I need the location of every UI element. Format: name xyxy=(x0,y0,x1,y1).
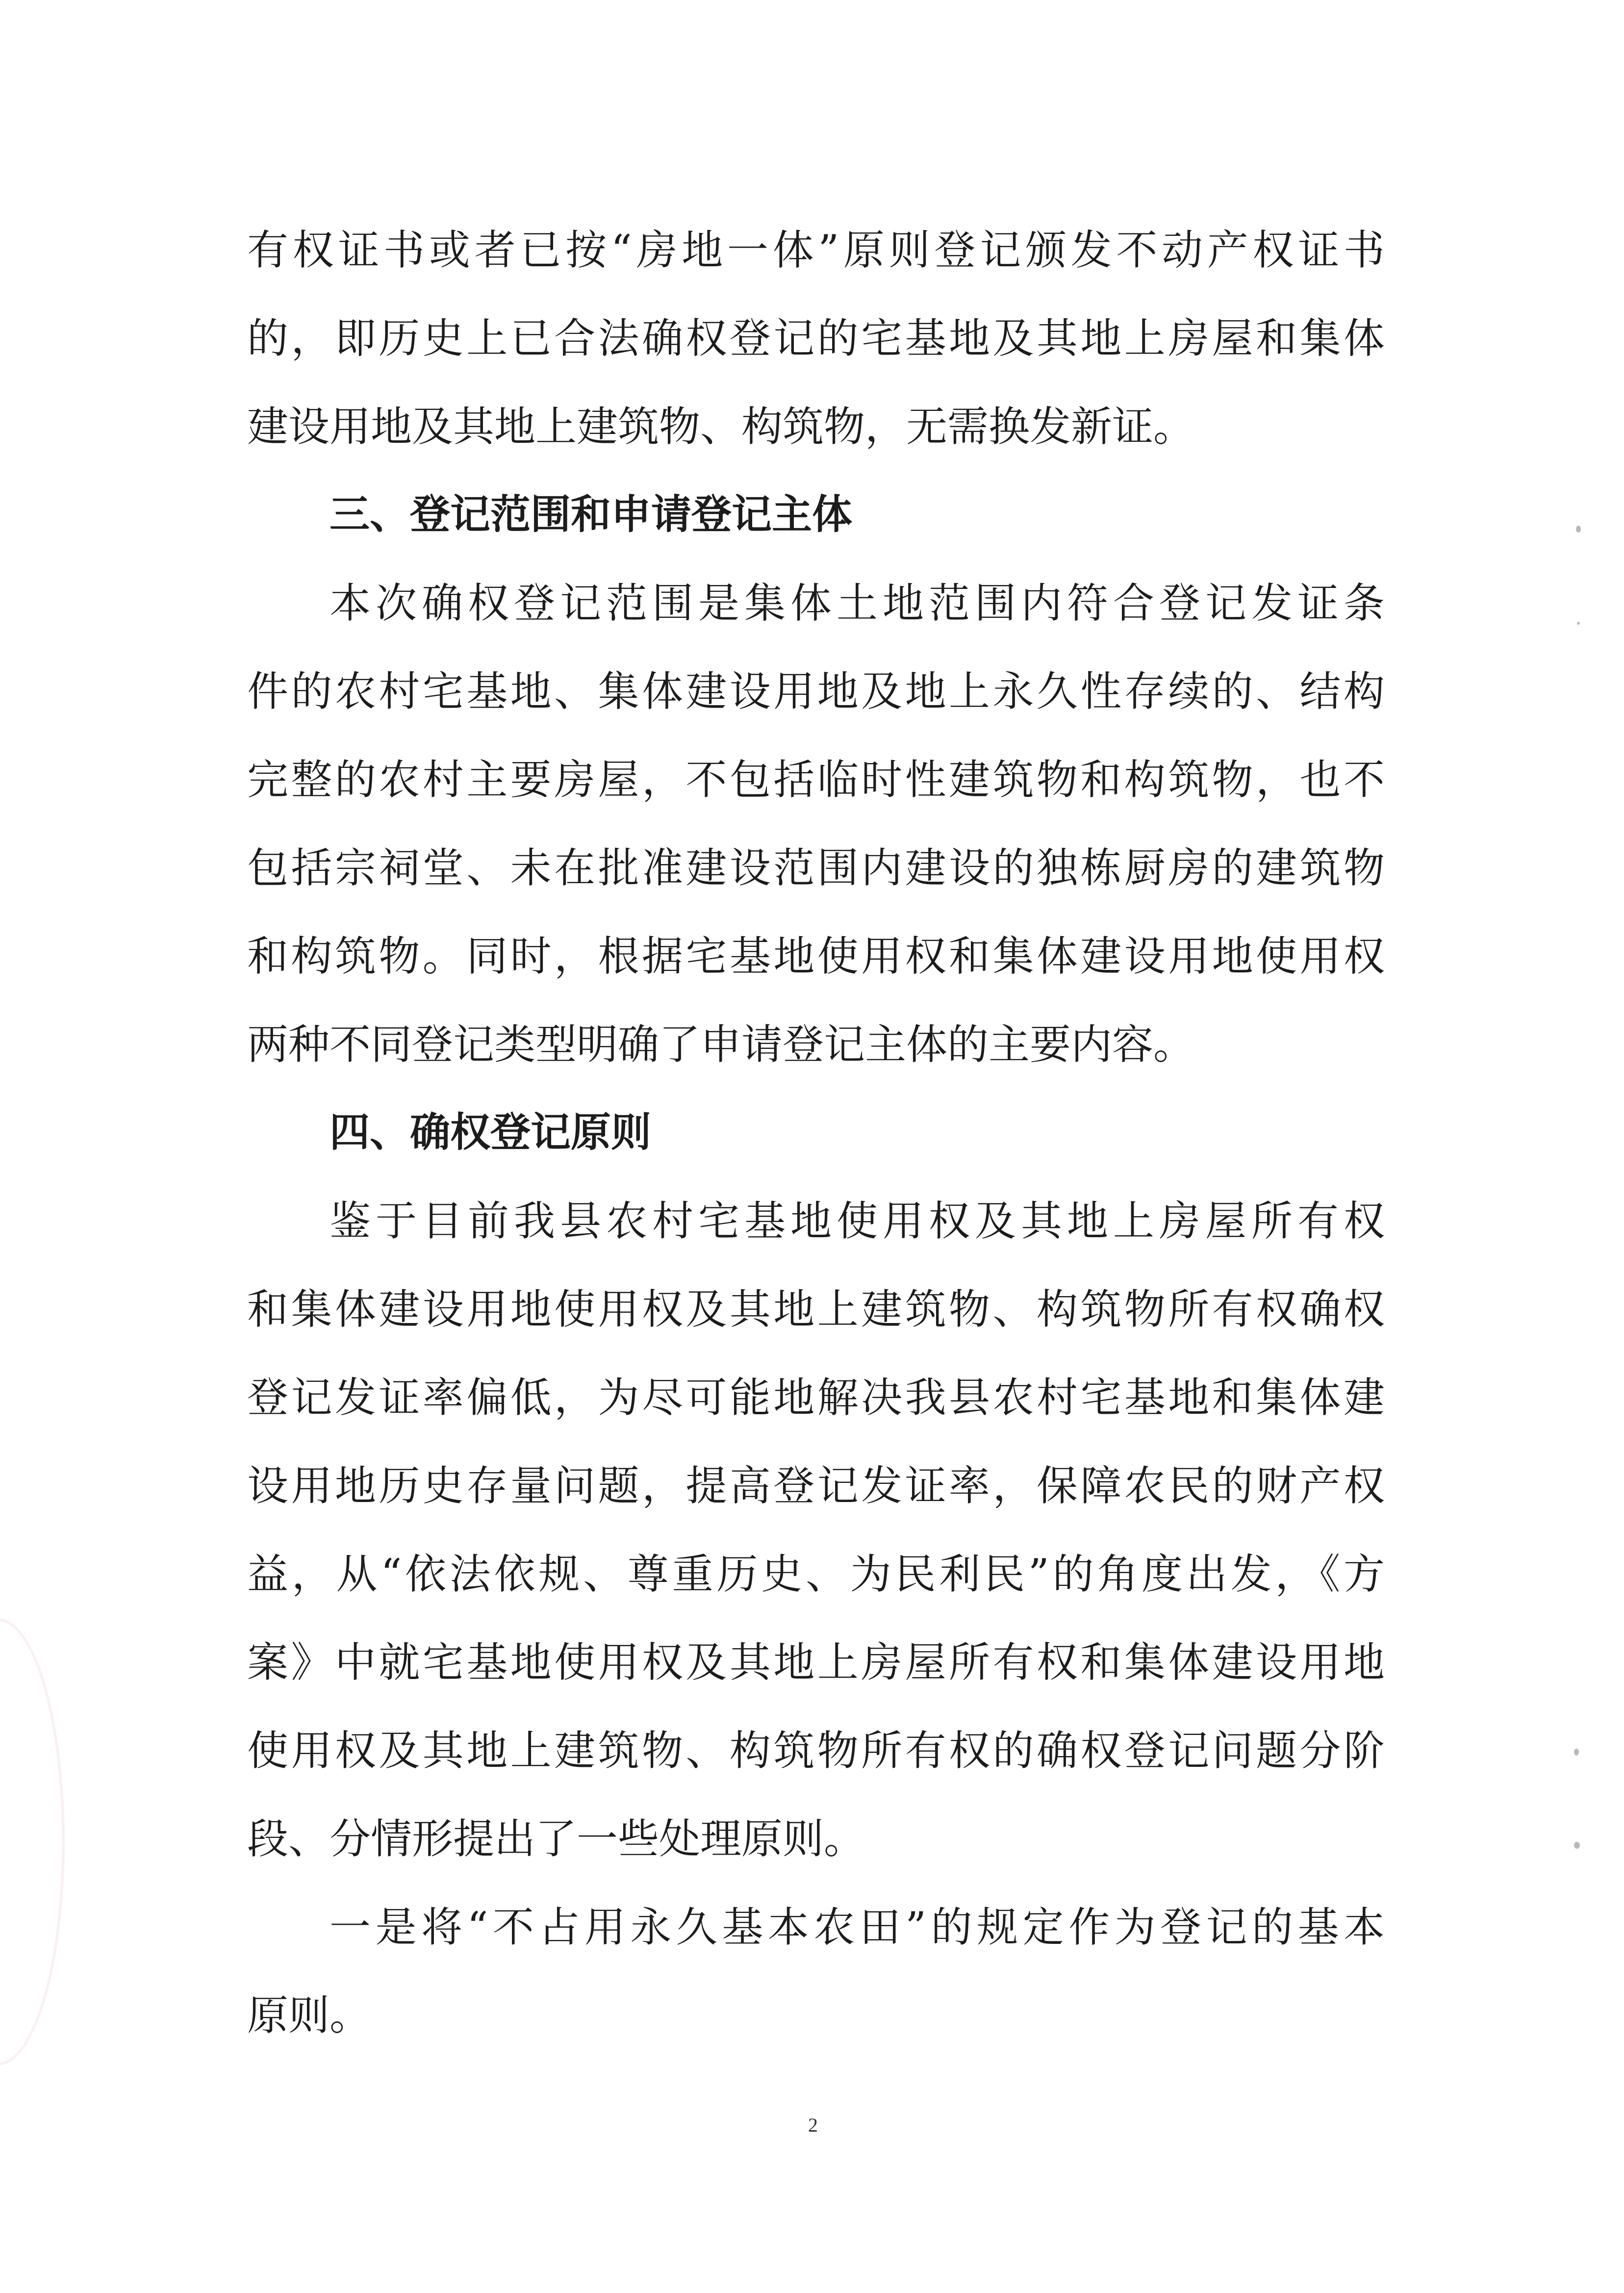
body-line: 登记发证率偏低，为尽可能地解决我县农村宅基地和集体建 xyxy=(247,1374,1385,1422)
scan-speck xyxy=(1574,1842,1580,1849)
body-line: 本次确权登记范围是集体土地范围内符合登记发证条 xyxy=(330,579,1385,627)
section-heading-scope: 三、登记范围和申请登记主体 xyxy=(330,491,853,538)
scan-speck xyxy=(1576,526,1581,533)
body-line: 段、分情形提出了一些处理原则。 xyxy=(247,1815,865,1863)
body-line: 鉴于目前我县农村宅基地使用权及其地上房屋所有权 xyxy=(330,1197,1385,1245)
body-line: 原则。 xyxy=(247,1991,371,2039)
body-line: 的，即历史上已合法确权登记的宅基地及其地上房屋和集体 xyxy=(247,314,1385,362)
body-line: 两种不同登记类型明确了申请登记主体的主要内容。 xyxy=(247,1020,1195,1069)
body-line: 一是将“不占用永久基本农田”的规定作为登记的基本 xyxy=(330,1903,1385,1951)
body-line: 完整的农村主要房屋，不包括临时性建筑物和构筑物，也不 xyxy=(247,756,1385,804)
page-number: 2 xyxy=(808,2114,818,2136)
body-line: 和构筑物。同时，根据宅基地使用权和集体建设用地使用权 xyxy=(247,932,1385,980)
body-line: 案》中就宅基地使用权及其地上房屋所有权和集体建设用地 xyxy=(247,1638,1385,1686)
body-line: 件的农村宅基地、集体建设用地及地上永久性存续的、结构 xyxy=(247,667,1385,715)
document-body xyxy=(247,206,1385,2060)
body-line: 有权证书或者已按“房地一体”原则登记颁发不动产权证书 xyxy=(247,226,1385,274)
faded-seal-mark xyxy=(0,1618,65,2065)
body-line: 建设用地及其地上建筑物、构筑物，无需换发新证。 xyxy=(247,403,1195,451)
body-line: 包括宗祠堂、未在批准建设范围内建设的独栋厨房的建筑物 xyxy=(247,844,1385,892)
body-line: 设用地历史存量问题，提高登记发证率，保障农民的财产权 xyxy=(247,1462,1385,1510)
scan-speck xyxy=(1574,1749,1579,1756)
section-heading-principles: 四、确权登记原则 xyxy=(330,1109,652,1156)
scan-speck xyxy=(1577,622,1580,625)
body-line: 益，从“依法依规、尊重历史、为民利民”的角度出发，《方 xyxy=(247,1550,1385,1598)
body-line: 和集体建设用地使用权及其地上建筑物、构筑物所有权确权 xyxy=(247,1285,1385,1333)
body-line: 使用权及其地上建筑物、构筑物所有权的确权登记问题分阶 xyxy=(247,1727,1385,1775)
